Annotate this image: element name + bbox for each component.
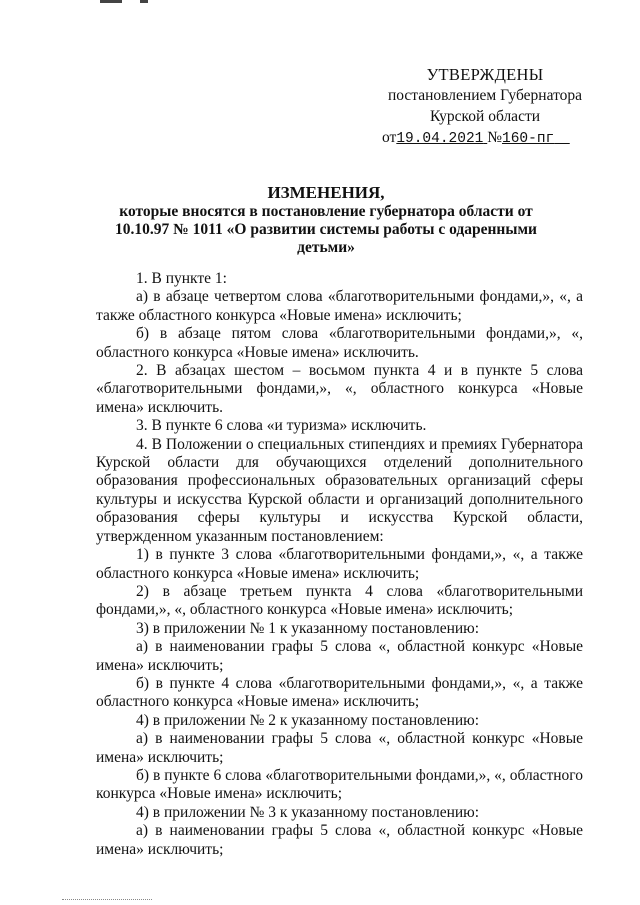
title-subtitle: которые вносятся в постановление губернатора области от 10.10.97 № 1011 «О развитии системы работы с одаренными детьми» [115,203,537,256]
paragraph: 3) в приложении № 1 к указанному постановлению: [136,619,480,637]
document-body [96,270,583,859]
paragraph: 4) в приложении № 3 к указанному постановлению: [136,803,480,821]
approval-date-line [380,127,590,150]
paragraph: 2. В абзацах шестом – восьмом пункта 4 и в пункте 5 слова «благотворительными фондами,», «, областного конкурса «Новые имена» исключить. [96,362,583,416]
paragraph: а) в абзаце четвертом слова «благотворительными фондами,», «, а также областного конкурса «Новые имена» исключить; [96,288,583,324]
date-prefix: от [382,129,397,146]
scan-mark [100,0,122,3]
paragraph: а) в наименовании графы 5 слова «, областной конкурс «Новые имена» исключить; [96,822,583,858]
approval-heading: УТВЕРЖДЕНЫ [426,65,544,84]
paragraph: 2) в абзаце третьем пункта 4 слова «благотворительными фондами,», «, областного конкурса «Новые имена» исключить; [96,582,583,619]
approval-by: постановлением Губернатора [387,87,583,104]
paragraph: а) в наименовании графы 5 слова «, областной конкурс «Новые имена» исключить; [96,638,583,674]
paragraph: 4. В Положении о специальных стипендиях и премиях Губернатора Курской области для обучающихся отделений дополнительного образования профессиональных образовательных организаций сферы культуры и искусства Курской области и организаций дополнительного образования сферы культуры и искусства Курской области, утвержденном указанным постановлением: [96,435,583,545]
approval-number: 160-пг [502,131,555,147]
scan-artifact [62,899,152,902]
paragraph: б) в пункте 6 слова «благотворительными фондами,», «, областного конкурса «Новые имена» исключить; [96,766,583,803]
paragraph: а) в наименовании графы 5 слова «, областной конкурс «Новые имена» исключить; [96,730,583,766]
scan-mark [140,0,148,3]
paragraph: 4) в приложении № 2 к указанному постановлению: [136,711,480,729]
approval-date: 19.04.2021 [396,131,484,147]
approval-region: Курской области [429,108,541,125]
paragraph: 1. В пункте 1: [136,270,227,287]
paragraph: б) в пункте 4 слова «благотворительными фондами,», «, а также областного конкурса «Новые имена» исключить; [96,674,583,711]
paragraph: 3. В пункте 6 слова «и туризма» исключить. [136,417,427,435]
paragraph: б) в абзаце пятом слова «благотворительными фондами,», «, областного конкурса «Новые имена» исключить. [96,325,583,361]
paragraph: 1) в пункте 3 слова «благотворительными фондами,», «, а также областного конкурса «Новые имена» исключить; [96,546,583,582]
title-heading: ИЗМЕНЕНИЯ, [267,183,385,202]
document-title [96,183,556,257]
approval-stamp [380,64,590,150]
number-prefix: № [487,129,503,146]
